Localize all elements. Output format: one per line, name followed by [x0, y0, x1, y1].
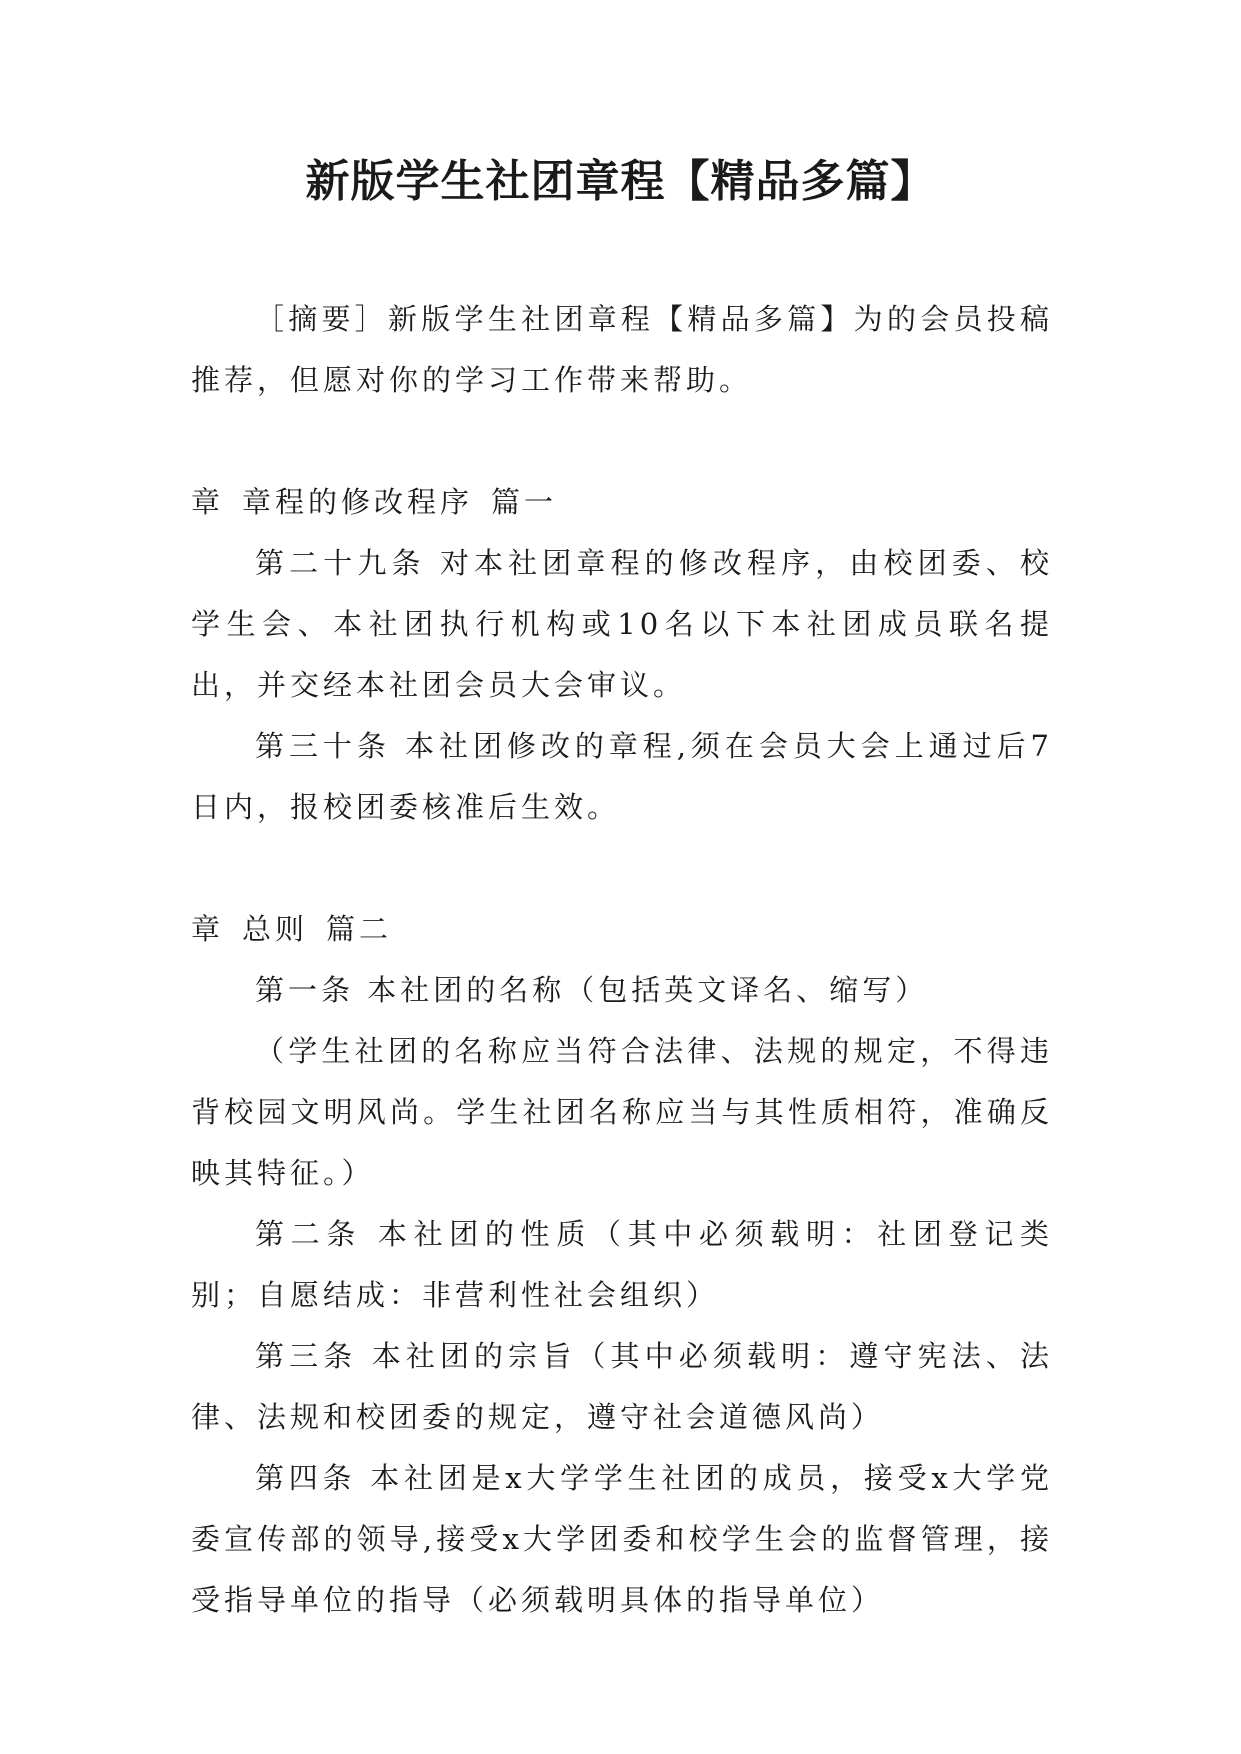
article-2-paragraph: 第二条 本社团的性质（其中必须载明：社团登记类别；自愿结成：非营利性社会组织） — [191, 1217, 1053, 1312]
document-body — [191, 289, 1053, 1631]
article-3-paragraph: 第三条 本社团的宗旨（其中必须载明：遵守宪法、法律、法规和校团委的规定，遵守社会道德风尚） — [191, 1339, 1053, 1434]
article-4-paragraph: 第四条 本社团是x大学学生社团的成员，接受x大学党委宣传部的领导,接受x大学团委和校学生会的监督管理，接受指导单位的指导（必须载明具体的指导单位） — [191, 1461, 1053, 1617]
section-heading-title: 章程的修改程序 — [242, 485, 474, 519]
article-1-paragraph: 第一条 本社团的名称（包括英文译名、缩写） — [255, 973, 929, 1007]
section-heading-prefix: 章 — [191, 912, 225, 946]
paragraph-spacer — [191, 411, 1053, 472]
article-29-paragraph: 第二十九条 对本社团章程的修改程序，由校团委、校学生会、本社团执行机构或10名以下本社团成员联名提出，并交经本社团会员大会审议。 — [191, 546, 1053, 702]
article-1-note-paragraph: （学生社团的名称应当符合法律、法规的规定，不得违背校园文明风尚。学生社团名称应当与其性质相符，准确反映其特征。） — [191, 1034, 1053, 1190]
section-heading-suffix: 篇一 — [491, 485, 558, 519]
document-title: 新版学生社团章程【精品多篇】 — [305, 156, 936, 207]
section-heading-2 — [191, 899, 1053, 960]
section-heading-title: 总则 — [242, 912, 309, 946]
article-30-paragraph: 第三十条 本社团修改的章程,须在会员大会上通过后7日内，报校团委核准后生效。 — [191, 729, 1053, 824]
section-heading-suffix: 篇二 — [326, 912, 393, 946]
section-heading-1 — [191, 472, 1053, 533]
abstract-paragraph: ［摘要］新版学生社团章程【精品多篇】为的会员投稿推荐，但愿对你的学习工作带来帮助。 — [191, 302, 1053, 397]
paragraph-spacer — [191, 838, 1053, 899]
section-heading-prefix: 章 — [191, 485, 225, 519]
